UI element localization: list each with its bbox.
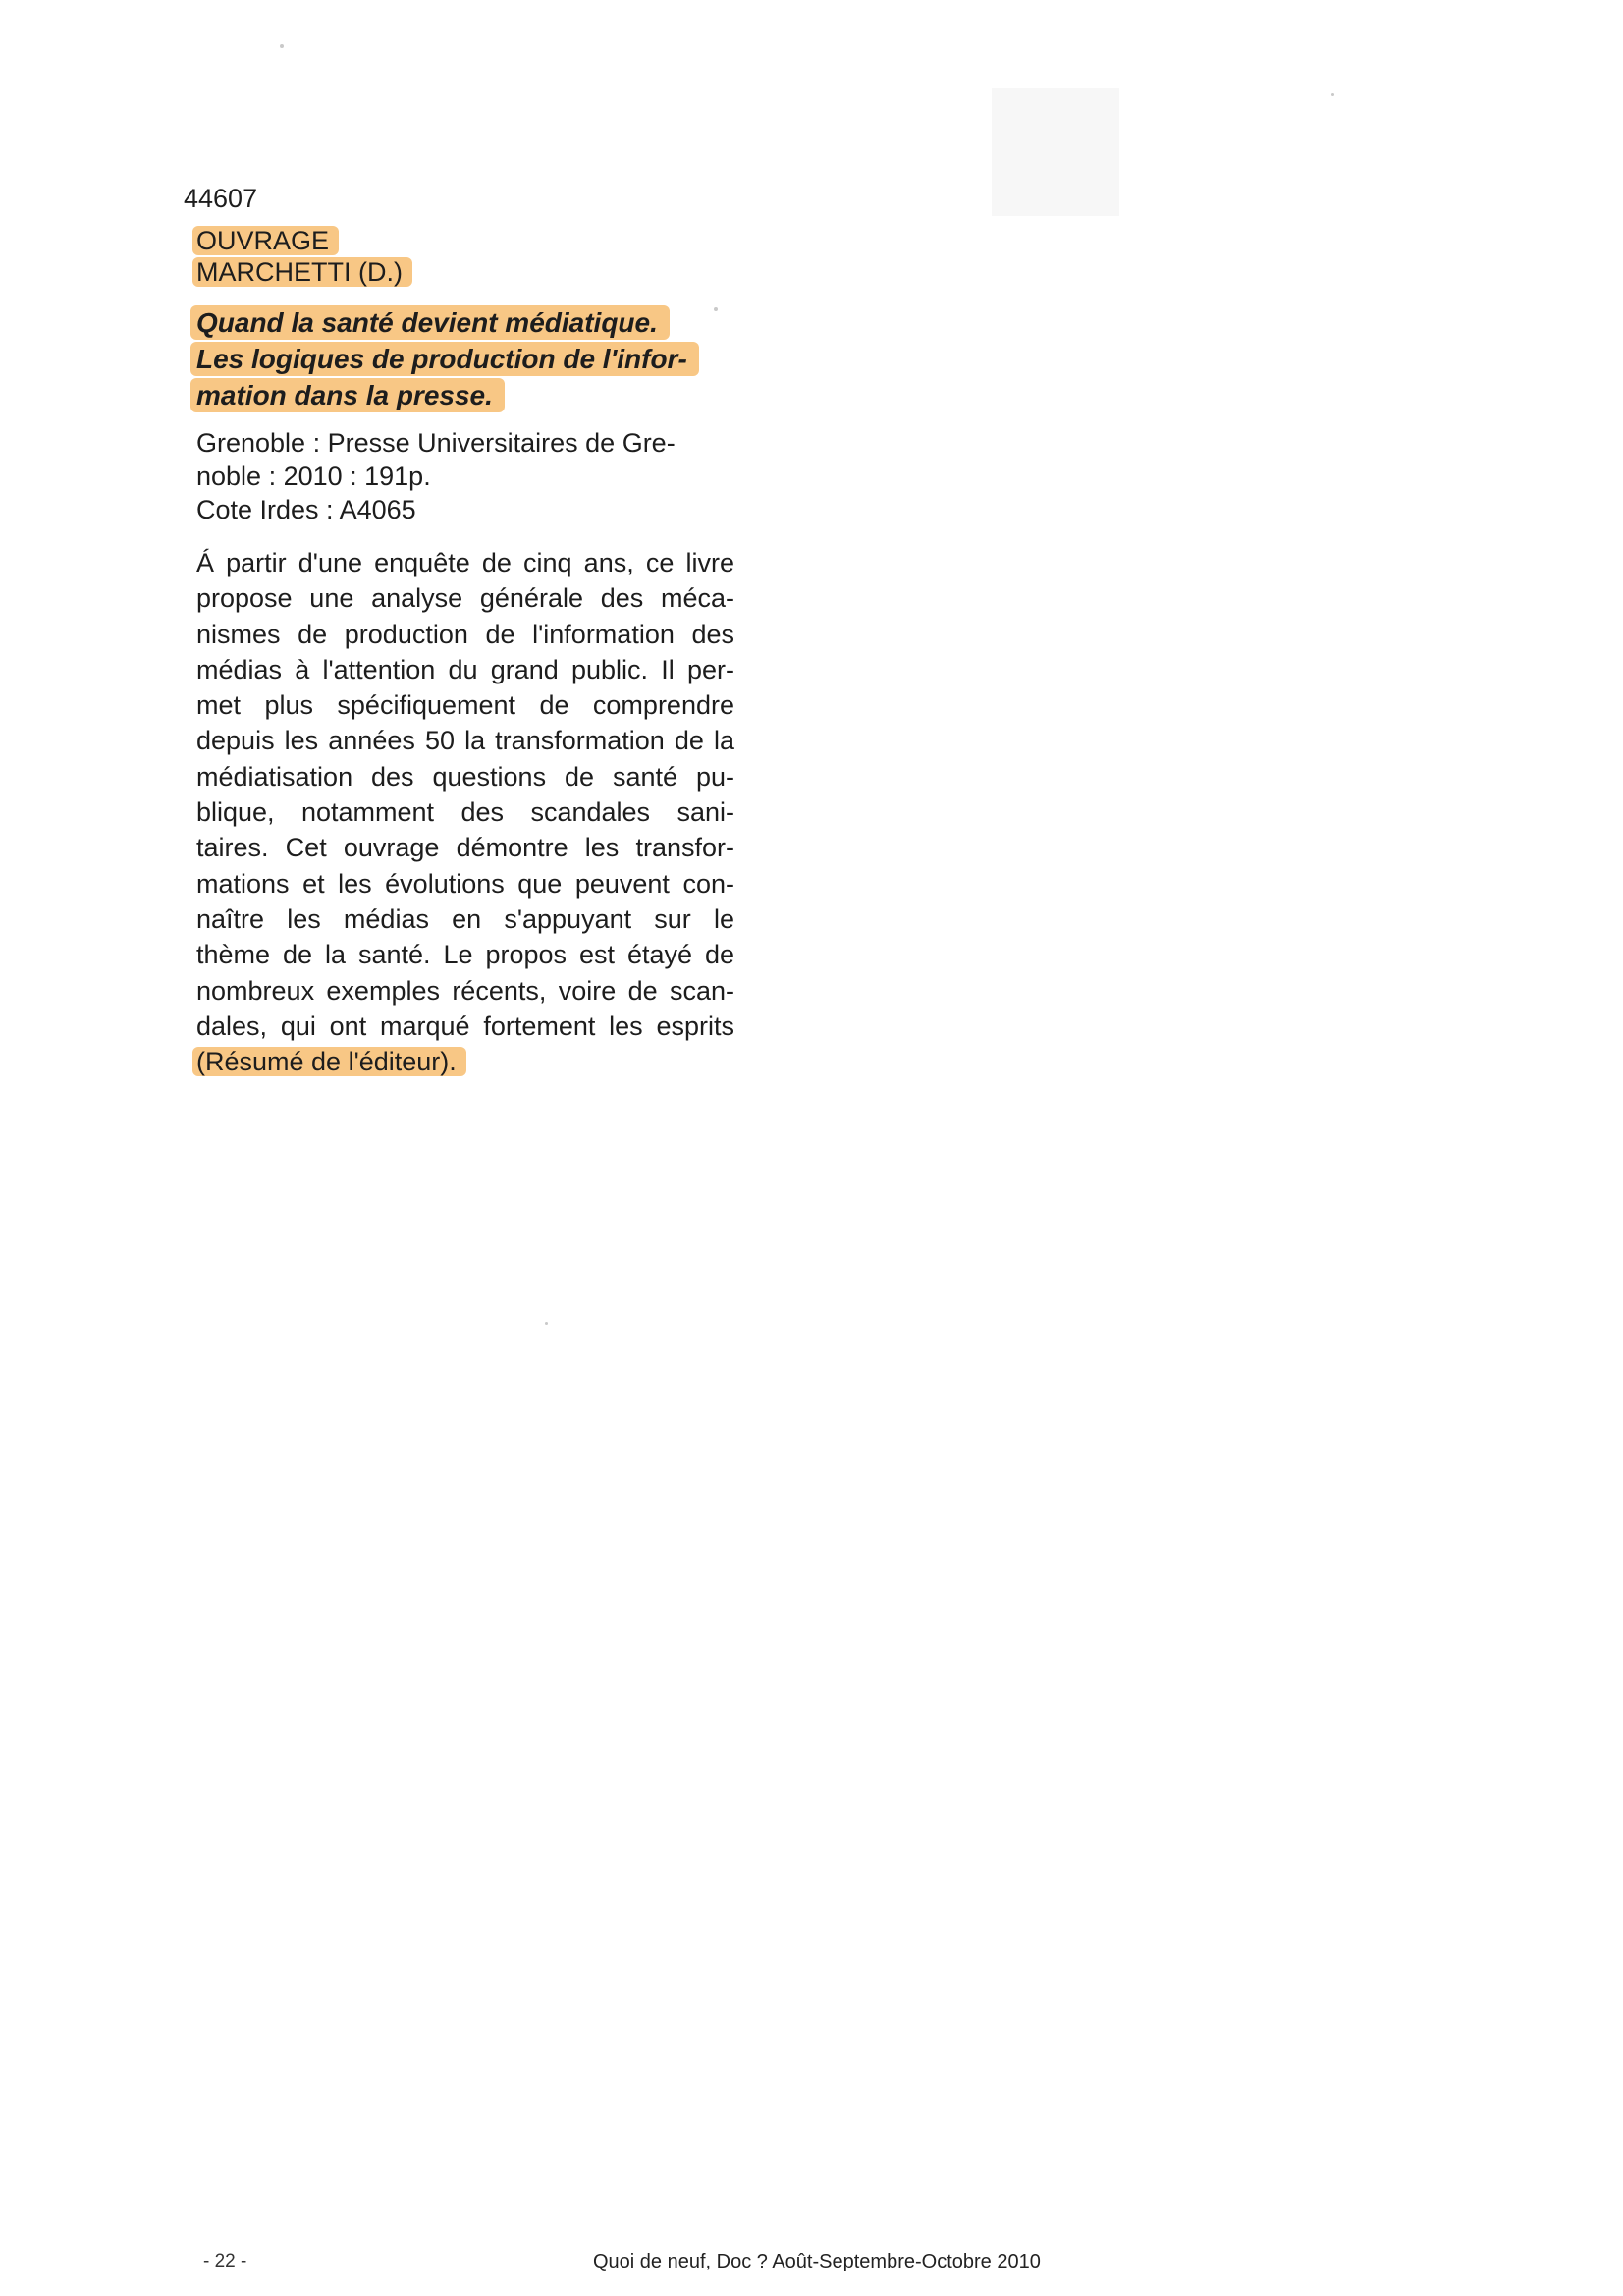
abstract-line: blique, notamment des scandales sani- <box>196 797 734 828</box>
title-line: mation dans la presse. <box>190 378 505 412</box>
scan-shading <box>992 88 1119 216</box>
abstract-line: nismes de production de l'information des <box>196 619 734 649</box>
publication-info <box>196 426 676 526</box>
abstract-line: naître les médias en s'appuyant sur le <box>196 903 734 934</box>
scan-speck <box>1331 93 1334 96</box>
abstract-line: Á partir d'une enquête de cinq ans, ce livre <box>196 548 734 577</box>
abstract-line: propose une analyse générale des méca- <box>196 583 734 614</box>
abstract-line: met plus spécifiquement de comprendre <box>196 690 734 721</box>
abstract-line: thème de la santé. Le propos est étayé de <box>196 940 734 970</box>
title-line: Quand la santé devient médiatique. <box>190 305 670 340</box>
abstract-line: depuis les années 50 la transformation de la <box>196 726 734 756</box>
document-type <box>196 226 339 255</box>
journal-footer: Quoi de neuf, Doc ? Août-Septembre-Octobre 2010 <box>593 2251 1041 2272</box>
author <box>196 257 412 287</box>
title-line: Les logiques de production de l'infor- <box>190 342 699 376</box>
publication-line: Grenoble : Presse Universitaires de Gre- <box>196 428 676 458</box>
abstract-line: taires. Cet ouvrage démontre les transfor- <box>196 833 734 863</box>
scan-speck <box>280 44 284 48</box>
abstract <box>196 545 734 1079</box>
abstract-source: (Résumé de l'éditeur). <box>192 1047 466 1076</box>
abstract-line: nombreux exemples récents, voire de scan- <box>196 975 734 1006</box>
abstract-line: dales, qui ont marqué fortement les esprits <box>196 1011 734 1041</box>
publication-line: noble : 2010 : 191p. <box>196 462 431 491</box>
abstract-line: médiatisation des questions de santé pu- <box>196 761 734 792</box>
author-text: MARCHETTI (D.) <box>192 257 412 287</box>
reference-number: 44607 <box>184 184 258 213</box>
document-type-text: OUVRAGE <box>192 226 339 255</box>
page-number: - 22 - <box>203 2251 247 2271</box>
scan-speck <box>545 1322 548 1325</box>
abstract-source-line <box>196 1044 734 1079</box>
call-number: Cote Irdes : A4065 <box>196 495 416 524</box>
book-title <box>196 304 746 413</box>
abstract-line: mations et les évolutions que peuvent con- <box>196 868 734 899</box>
abstract-line: médias à l'attention du grand public. Il per- <box>196 654 734 684</box>
